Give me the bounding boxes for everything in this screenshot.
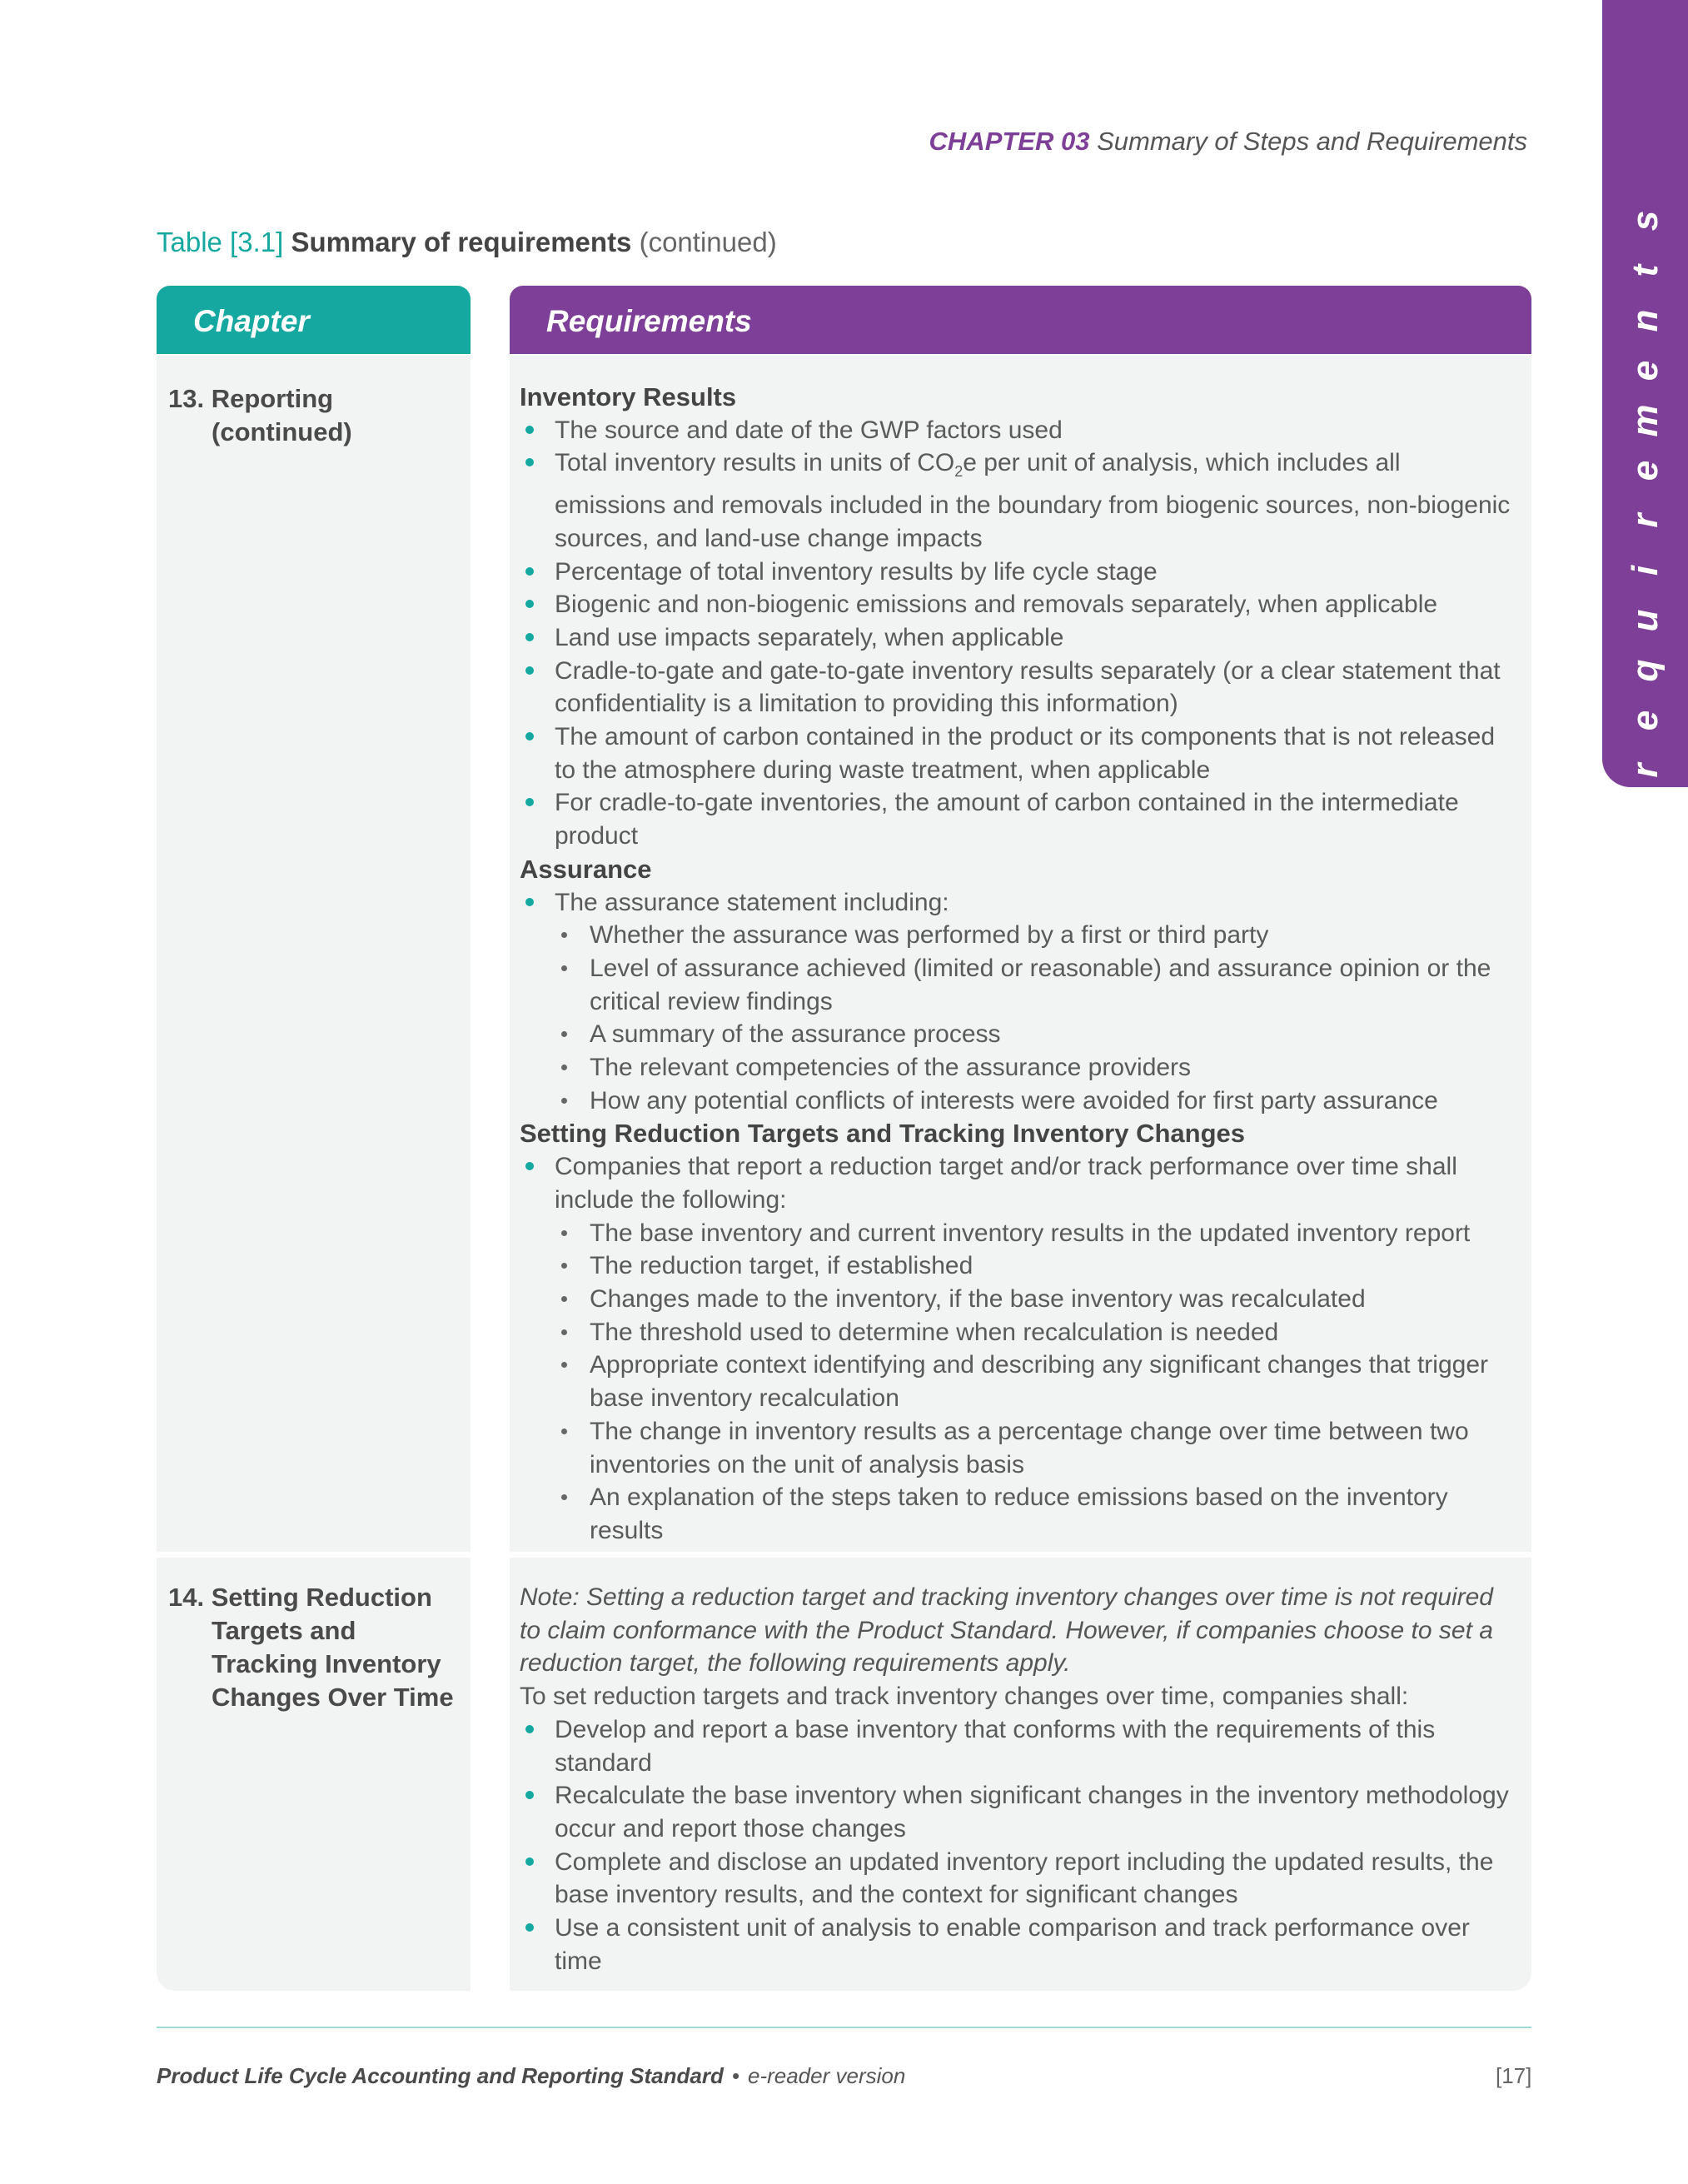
- list-item: Companies that report a reduction target and/or track performance over time shall include the following:: [520, 1150, 1515, 1216]
- sub-list-item: Whether the assurance was performed by a first or third party: [520, 919, 1515, 952]
- chapter-number: CHAPTER 03: [929, 127, 1090, 156]
- chapter-cell-13: [157, 356, 471, 1552]
- reduction-target-list: [520, 1713, 1515, 1978]
- list-item: The amount of carbon contained in the product or its components that is not released to the atmosphere during waste treatment, when applicable: [520, 721, 1515, 786]
- targets-list: [520, 1150, 1515, 1547]
- list-item: Develop and report a base inventory that conforms with the requirements of this standard: [520, 1713, 1515, 1779]
- list-item: Percentage of total inventory results by life cycle stage: [520, 556, 1515, 589]
- list-item: Total inventory results in units of $CO_2e$ per unit of analysis, which includes all emissions and removals included in the boundary from biogenic sources, non-biogenic sources, and land-use change impacts: [520, 446, 1515, 555]
- requirements-cell-13: [510, 356, 1531, 1552]
- chapter-header: [929, 127, 1527, 157]
- list-item: Recalculate the base inventory when significant changes in the inventory methodology occur and report those changes: [520, 1779, 1515, 1845]
- list-item: Cradle-to-gate and gate-to-gate inventory results separately (or a clear statement that confidentiality is a limitation to providing this information): [520, 655, 1515, 721]
- sub-list-item: An explanation of the steps taken to reduce emissions based on the inventory results: [520, 1481, 1515, 1547]
- list-item: Land use impacts separately, when applicable: [520, 621, 1515, 655]
- sub-list-item: The change in inventory results as a percentage change over time between two inventories on the unit of analysis basis: [520, 1415, 1515, 1481]
- column-header-requirements: Requirements: [510, 286, 1531, 354]
- list-item: The assurance statement including:: [520, 886, 1515, 920]
- list-item: Use a consistent unit of analysis to enable comparison and track performance over time: [520, 1912, 1515, 1977]
- chapter-title: Summary of Steps and Requirements: [1097, 127, 1527, 156]
- sub-list-item: Level of assurance achieved (limited or reasonable) and assurance opinion or the critical review findings: [520, 952, 1515, 1018]
- section-heading-inventory-results: Inventory Results: [520, 382, 737, 411]
- chapter-cell-14: [157, 1558, 471, 1991]
- sub-list-item: Appropriate context identifying and describing any significant changes that trigger base inventory recalculation: [520, 1349, 1515, 1414]
- assurance-list: [520, 886, 1515, 1118]
- table-title: [157, 227, 777, 258]
- sub-list-item: How any potential conflicts of interests were avoided for first party assurance: [520, 1085, 1515, 1118]
- table-title-suffix: (continued): [639, 227, 777, 257]
- list-item: Biogenic and non-biogenic emissions and removals separately, when applicable: [520, 588, 1515, 621]
- sub-list-item: A summary of the assurance process: [520, 1018, 1515, 1051]
- note-text: Note: Setting a reduction target and tracking inventory changes over time is not required to claim conformance with the Product Standard. However, if companies choose to set a reduction target, the following requirements apply.: [520, 1583, 1493, 1678]
- intro-text: To set reduction targets and track inventory changes over time, companies shall:: [520, 1683, 1409, 1711]
- footer-document-title: Product Life Cycle Accounting and Reporting Standard • e-reader version: [157, 2063, 906, 2088]
- list-item: The source and date of the GWP factors used: [520, 414, 1515, 447]
- list-item: For cradle-to-gate inventories, the amount of carbon contained in the intermediate product: [520, 786, 1515, 852]
- list-item: Complete and disclose an updated inventory report including the updated results, the base inventory results, and the context for significant changes: [520, 1846, 1515, 1912]
- requirements-cell-14: [510, 1558, 1531, 1991]
- sub-list-item: The base inventory and current inventory results in the updated inventory report: [520, 1217, 1515, 1250]
- table-title-text: Summary of requirements: [291, 227, 632, 257]
- sub-list-item: The relevant competencies of the assurance providers: [520, 1051, 1515, 1085]
- column-header-chapter: Chapter: [157, 286, 471, 354]
- sub-list-item: The reduction target, if established: [520, 1249, 1515, 1283]
- sub-list-item: The threshold used to determine when recalculation is needed: [520, 1316, 1515, 1349]
- inventory-results-list: [520, 414, 1515, 853]
- sub-list-item: Changes made to the inventory, if the base inventory was recalculated: [520, 1283, 1515, 1316]
- table-id: Table [3.1]: [157, 227, 284, 257]
- section-heading-targets: Setting Reduction Targets and Tracking Inventory Changes: [520, 1119, 1246, 1149]
- footer-divider: [157, 2027, 1531, 2028]
- section-heading-assurance: Assurance: [520, 854, 652, 884]
- chapter-label: 13. Reporting (continued): [168, 384, 352, 446]
- chapter-label: 14. Setting Reduction Targets and Tracking Inventory Changes Over Time: [168, 1583, 454, 1712]
- page-number: [17]: [1496, 2063, 1532, 2088]
